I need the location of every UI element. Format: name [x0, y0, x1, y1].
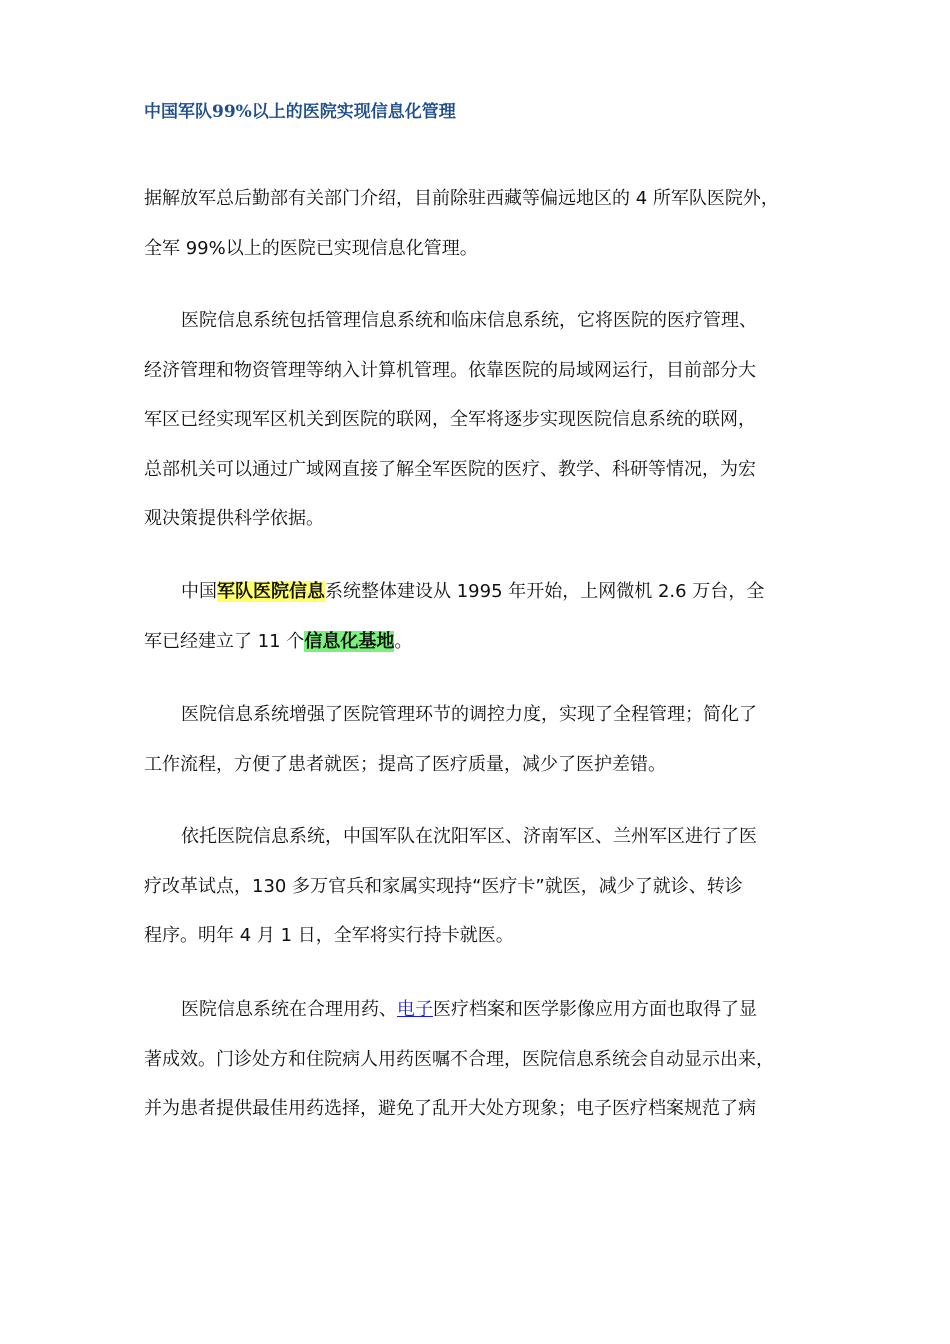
paragraph-line: 据解放军总后勤部有关部门介绍，目前除驻西藏等偏远地区的 4 所军队医院外， [144, 188, 779, 209]
paragraph-1 [144, 174, 814, 273]
paragraph-line: 医院信息系统增强了医院管理环节的调控力度，实现了全程管理；简化了 [181, 704, 757, 725]
paragraph-line [144, 567, 814, 617]
highlighted-term: 信息化基地 [304, 630, 395, 652]
paragraph-line: 并为患者提供最佳用药选择，避免了乱开大处方现象；电子医疗档案规范了病 [144, 1098, 756, 1119]
paragraph-line: 著成效。门诊处方和住院病人用药医嘱不合理，医院信息系统会自动显示出来， [144, 1048, 774, 1070]
paragraph-4 [144, 690, 814, 789]
paragraph-line: 军区已经实现军区机关到医院的联网，全军将逐步实现医院信息系统的联网， [144, 409, 756, 430]
text-segment: 军已经建立了 11 个 [144, 630, 305, 652]
paragraph-line [144, 985, 814, 1035]
text-segment: 。 [394, 630, 413, 652]
paragraph-line: 医院信息系统包括管理信息系统和临床信息系统，它将医院的医疗管理、 [181, 310, 757, 331]
paragraph-5 [144, 812, 814, 961]
paragraph-line: 工作流程，方便了患者就医；提高了医疗质量，减少了医护差错。 [144, 753, 666, 775]
paragraph-line: 全军 99%以上的医院已实现信息化管理。 [144, 237, 478, 259]
text-segment: 系统整体建设从 1995 年开始，上网微机 2.6 万台，全 [325, 581, 765, 602]
paragraph-line: 观决策提供科学依据。 [144, 508, 324, 529]
paragraph-3 [144, 567, 814, 666]
electronic-link[interactable]: 电子 [397, 999, 433, 1020]
paragraph-line: 疗改革试点，130 多万官兵和家属实现持“医疗卡”就医，减少了就诊、转诊 [144, 875, 743, 897]
text-segment: 中国 [181, 581, 217, 602]
paragraph-line [144, 617, 814, 667]
paragraph-2 [144, 296, 814, 544]
text-segment: 医疗档案和医学影像应用方面也取得了显 [433, 999, 757, 1020]
paragraph-line: 经济管理和物资管理等纳入计算机管理。依靠医院的局域网运行，目前部分大 [144, 359, 756, 381]
highlighted-term: 军队医院信息 [217, 581, 325, 602]
paragraph-6 [144, 985, 814, 1134]
paragraph-line: 程序。明年 4 月 1 日，全军将实行持卡就医。 [144, 925, 514, 946]
paragraph-line: 总部机关可以通过广域网直接了解全军医院的医疗、教学、科研等情况，为宏 [144, 458, 756, 480]
article-title: 中国军队99%以上的医院实现信息化管理 [144, 102, 456, 122]
paragraph-line: 依托医院信息系统，中国军队在沈阳军区、济南军区、兰州军区进行了医 [181, 826, 757, 847]
text-segment: 医院信息系统在合理用药、 [181, 999, 397, 1020]
